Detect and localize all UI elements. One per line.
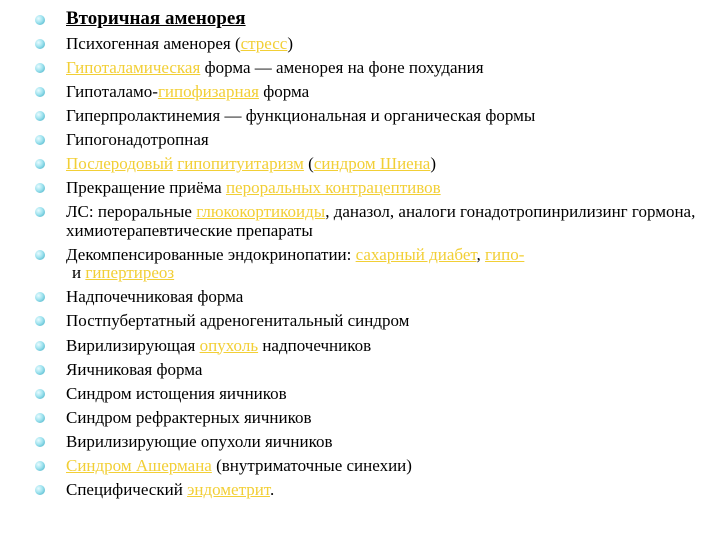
item-text: Яичниковая форма [66,359,203,379]
item-text: Гипогонадотропная [66,129,209,149]
teal-circle-bullet-icon [35,316,45,326]
teal-circle-bullet-icon [35,63,45,73]
term-link[interactable]: гипопитуитаризм [177,153,304,173]
item-text: Вирилизирующие опухоли яичников [66,431,333,451]
term-link[interactable]: Послеродовый [66,153,173,173]
item-text: Синдром рефрактерных яичников [66,407,312,427]
teal-circle-bullet-icon [35,111,45,121]
teal-circle-bullet-icon [35,183,45,193]
term-link[interactable]: эндометрит [187,480,270,500]
list-item [0,203,720,240]
item-text: , даназол, аналоги гонадотропинрилизинг гормона, химиотерапевтические препараты [66,202,696,240]
item-text: Надпочечниковая форма [66,287,244,307]
item-text: Постпубертатный адреногенитальный синдром [66,311,410,331]
item-text: Декомпенсированные эндокринопатии: [66,244,356,264]
list-item [0,131,720,150]
item-text: . [269,480,275,500]
teal-circle-bullet-icon [35,87,45,97]
term-link[interactable]: Гипоталамическая [66,57,201,77]
list-item [0,35,720,54]
list-item [0,312,720,331]
item-text: Гипоталамо- [66,81,158,101]
list-item [0,409,720,428]
term-link[interactable]: гипертиреоз [85,263,175,283]
list-item [0,481,720,500]
list-item [0,246,720,283]
list-item [0,433,720,452]
slide-title-text: Вторичная аменорея [66,8,246,29]
term-link[interactable]: глюкокортикоиды [196,202,326,222]
item-text: ( [303,153,314,173]
teal-circle-bullet-icon [35,461,45,471]
item-text: и [72,263,86,283]
item-text: форма [258,81,310,101]
item-text: Прекращение приёма [66,178,226,198]
list-item [0,59,720,78]
teal-circle-bullet-icon [35,365,45,375]
term-link[interactable]: гипо- [485,244,525,264]
list-item [0,361,720,380]
bullet-list [0,10,720,505]
item-text: Психогенная аменорея ( [66,33,241,53]
term-link[interactable]: синдром Шиена [313,153,431,173]
item-text: (внутриматочные синехии) [211,456,412,475]
term-link[interactable]: стресс [240,33,288,53]
teal-circle-bullet-icon [35,250,45,260]
item-text: Гиперпролактинемия — функциональная и органическая формы [66,105,536,125]
item-text: форма — аменорея на фоне похудания [200,57,484,77]
term-link[interactable]: пероральных контрацептивов [225,178,441,198]
item-text: Вирилизирующая [66,335,200,355]
list-item [0,107,720,126]
term-link[interactable]: гипофизарная [157,81,259,101]
list-item [0,83,720,102]
term-link[interactable]: опухоль [199,335,259,355]
teal-circle-bullet-icon [35,485,45,495]
teal-circle-bullet-icon [35,341,45,351]
item-text: , [476,244,486,264]
teal-circle-bullet-icon [35,292,45,302]
item-text: ) [287,33,294,53]
list-item [0,179,720,198]
teal-circle-bullet-icon [35,207,45,217]
teal-circle-bullet-icon [35,135,45,145]
list-item [0,457,720,476]
teal-circle-bullet-icon [35,389,45,399]
term-link[interactable]: Синдром Ашермана [66,456,212,475]
slide-title [0,10,720,29]
item-text: надпочечников [258,335,372,355]
item-text: ЛС: пероральные [66,202,197,222]
list-item [0,385,720,404]
teal-circle-bullet-icon [35,15,45,25]
term-link[interactable]: сахарный диабет [355,244,477,264]
item-text: Синдром истощения яичников [66,383,287,403]
teal-circle-bullet-icon [35,39,45,49]
list-item [0,288,720,307]
item-text: Специфический [66,480,188,500]
list-item [0,337,720,356]
item-text: ) [430,153,437,173]
teal-circle-bullet-icon [35,159,45,169]
teal-circle-bullet-icon [35,437,45,447]
teal-circle-bullet-icon [35,413,45,423]
list-item [0,155,720,174]
